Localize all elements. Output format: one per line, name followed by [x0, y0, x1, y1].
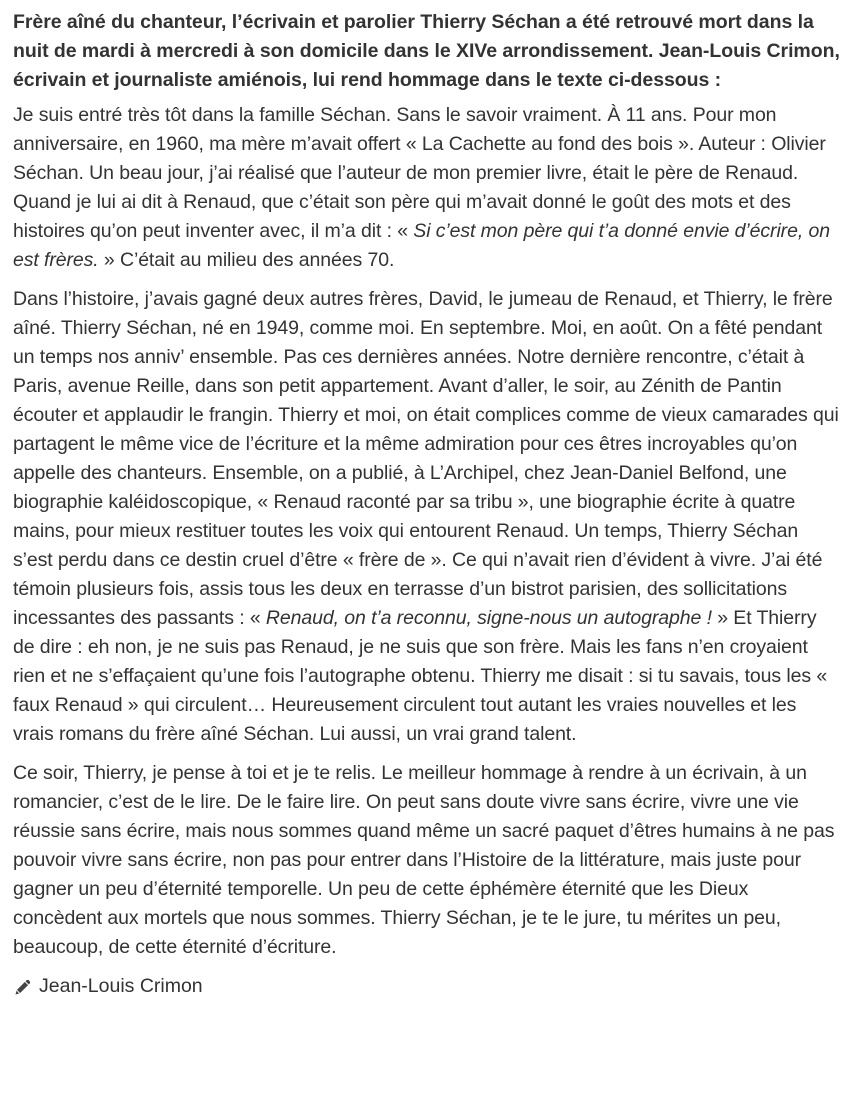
article-lead: Frère aîné du chanteur, l’écrivain et parolier Thierry Séchan a été retrouvé mort dans la nuit de mardi à mercredi à son domicile dans le XIVe arrondissement. Jean-Louis Crimon, écrivain et journaliste amiénois, lui rend hommage dans le texte ci-dessous : [13, 11, 840, 91]
paragraph-2-quote: Renaud, on t’a reconnu, signe-nous un autographe ! [265, 607, 712, 629]
paragraph-2-text-a: Dans l’histoire, j’avais gagné deux autres frères, David, le jumeau de Renaud, et Thierry, le frère aîné. Thierry Séchan, né en 1949, comme moi. En septembre. Moi, en août. On a fêté pendant un temps nos anniv’ ensemble. Pas ces dernières années. Notre dernière rencontre, c’était à Paris, avenue Reille, dans son petit appartement. Avant d’aller, le soir, au Zénith de Pantin écouter et applaudir le frangin. Thierry et moi, on était complices comme de vieux camarades qui partagent le même vice de l’écriture et la même admiration pour ces êtres incroyables qu’on appelle des chanteurs. Ensemble, on a publié, à L’Archipel, chez Jean-Daniel Belfond, une biographie kaléidoscopique, « Renaud raconté par sa tribu », une biographie écrite à quatre mains, pour mieux restituer toutes les voix qui entourent Renaud. Un temps, Thierry Séchan s’est perdu dans ce destin cruel d’être « frère de ». Ce qui n’avait rien d’évident à vivre. J’ai été témoin plusieurs fois, assis tous les deux en terrasse d’un bistrot parisien, des sollicitations incessantes des passants : « [13, 288, 839, 629]
paragraph-2-text-b: » Et Thierry de dire : eh non, je ne suis pas Renaud, je ne suis que son frère. Mais les fans n’en croyaient rien et ne s’effaçaient qu’une fois l’autographe obtenu. Thierry me disait : si tu savais, tous les « faux Renaud » qui circulent… Heureusement circulent tout autant les vraies nouvelles et les vrais romans du frère aîné Séchan. Lui aussi, un vrai grand talent. [13, 607, 828, 745]
paragraph-1-quote: Si c’est mon père qui t’a donné envie d’écrire, on est frères. [13, 220, 830, 271]
paragraph-3: Ce soir, Thierry, je pense à toi et je te relis. Le meilleur hommage à rendre à un écrivain, à un romancier, c’est de le lire. De le faire lire. On peut sans doute vivre sans écrire, vivre une vie réussie sans écrire, mais nous sommes quand même un sacré paquet d’êtres humains à ne pas pouvoir vivre sans écrire, non pas pour entrer dans l’Histoire de la littérature, mais juste pour gagner un peu d’éternité temporelle. Un peu de cette éphémère éternité que les Dieux concèdent aux mortels que nous sommes. Thierry Séchan, je te le jure, tu mérites un peu, beaucoup, de cette éternité d’écriture. [13, 762, 835, 958]
byline-author[interactable]: Jean-Louis Crimon [39, 975, 203, 997]
paragraph-1-text-b: » C’était au milieu des années 70. [98, 249, 395, 271]
paragraph-1-text-a: Je suis entré très tôt dans la famille Séchan. Sans le savoir vraiment. À 11 ans. Pour mon anniversaire, en 1960, ma mère m’avait offert « La Cachette au fond des bois ». Auteur : Olivier Séchan. Un beau jour, j’ai réalisé que l’auteur de mon premier livre, était le père de Renaud. Quand je lui ai dit à Renaud, que c’était son père qui m’avait donné le goût des mots et des histoires qu’on peut inventer avec, il m’a dit : « [13, 104, 826, 242]
pencil-icon [13, 977, 33, 997]
byline [13, 972, 841, 1001]
paragraph-2 [13, 285, 841, 749]
paragraph-1 [13, 101, 841, 275]
